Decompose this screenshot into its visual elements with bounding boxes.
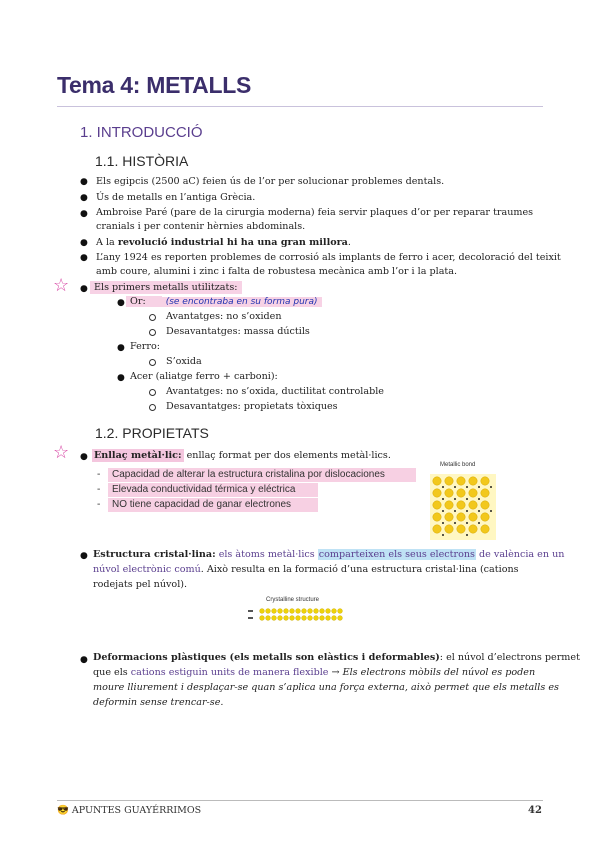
star-icon: ☆ bbox=[53, 442, 70, 463]
sp-note-1: Capacidad de alterar la estructura cristalina por dislocaciones bbox=[108, 468, 416, 482]
bullet-dot: ● bbox=[80, 452, 88, 462]
crystalline-illustration bbox=[246, 607, 350, 627]
acer-avantatges: Avantatges: no s’oxida, ductilitat controlable bbox=[166, 386, 384, 397]
dash-marker: - bbox=[97, 499, 101, 510]
footer-brand bbox=[57, 805, 201, 816]
star-icon: ☆ bbox=[53, 275, 70, 296]
bullet-dot: ● bbox=[80, 284, 88, 294]
historia-bullet-5-line2: amb coure, alumini i zinc i falta de robustesa mecànica amb l’or i la plata. bbox=[96, 266, 458, 277]
sp-note-2: Elevada conductividad térmica y eléctrica bbox=[108, 483, 318, 497]
dash-marker: - bbox=[97, 484, 101, 495]
bullet-dot: ● bbox=[117, 298, 125, 308]
bullet-circle bbox=[149, 314, 156, 321]
crystalline-figure-title: Crystalline structure bbox=[266, 597, 320, 603]
historia-bullet-6: Els primers metalls utilitzats: bbox=[90, 281, 244, 296]
page-title: Tema 4: METALLS bbox=[57, 72, 251, 98]
ferro-oxida: S’oxida bbox=[166, 356, 202, 367]
bullet-dot: ● bbox=[80, 193, 88, 203]
historia-bullet-3-line1: Ambroise Paré (pare de la cirurgia moderna) feia servir plaques d’or per reparar traumes bbox=[96, 207, 534, 218]
bullet-dot: ● bbox=[80, 238, 88, 248]
title-divider bbox=[57, 106, 543, 107]
handwritten-note: (se encontraba en su forma pura) bbox=[162, 297, 322, 307]
metal-acer: Acer (aliatge ferro + carboni): bbox=[130, 371, 278, 382]
subsection-heading-propietats: 1.2. PROPIETATS bbox=[95, 425, 209, 441]
metal-ferro: Ferro: bbox=[130, 341, 160, 352]
historia-bullet-5-line1: L’any 1924 es reporten problemes de corrosió als implants de ferro i acer, decoloració del teixit bbox=[96, 252, 561, 263]
bullet-dot: ● bbox=[117, 343, 125, 353]
page-number: 42 bbox=[528, 805, 542, 816]
bullet-dot: ● bbox=[117, 373, 125, 383]
deformacions-line2: que els cations estiguin units de manera flexible → Els electrons mòbils del núvol es poden bbox=[93, 667, 536, 678]
bullet-circle bbox=[149, 404, 156, 411]
metallic-bond-figure bbox=[428, 462, 498, 542]
estructura-cristallina-line3: rodejats pel núvol). bbox=[93, 579, 188, 590]
bullet-circle bbox=[149, 329, 156, 336]
dash-marker: - bbox=[97, 469, 101, 480]
deformacions-line4: deformin sense trencar-se. bbox=[93, 697, 224, 708]
historia-bullet-1: Els egipcis (2500 aC) feien ús de l’or per solucionar problemes dentals. bbox=[96, 176, 445, 187]
footer-divider bbox=[57, 800, 543, 801]
estructura-cristallina-line2: núvol electrònic comú. Això resulta en la formació d’una estructura cristal·lina (cations bbox=[93, 564, 519, 575]
estructura-cristallina-line1: Estructura cristal·lina: els àtoms metàl·lics comparteixen els seus electrons de valència en un bbox=[93, 549, 565, 560]
deformacions-line3: moure lliurement i desplaçar-se quan s’aplica una força externa, això permet que els metalls es bbox=[93, 682, 559, 693]
or-desavantatges: Desavantatges: massa dúctils bbox=[166, 326, 310, 337]
subsection-heading-historia: 1.1. HISTÒRIA bbox=[95, 153, 189, 169]
historia-bullet-2: Ús de metalls en l’antiga Grècia. bbox=[96, 192, 256, 203]
footer-brand-text: APUNTES GUAYÉRRIMOS bbox=[71, 805, 202, 816]
enllac-metallic: Enllaç metàl·lic: enllaç format per dos elements metàl·lics. bbox=[94, 450, 391, 461]
bullet-circle bbox=[149, 389, 156, 396]
bullet-dot: ● bbox=[80, 655, 88, 665]
section-heading-introduccio: 1. INTRODUCCIÓ bbox=[80, 124, 203, 141]
or-avantatges: Avantatges: no s’oxiden bbox=[166, 311, 282, 322]
metallic-bond-figure-title: Metallic bond bbox=[440, 462, 476, 468]
metallic-bond-illustration bbox=[428, 472, 498, 544]
bullet-circle bbox=[149, 359, 156, 366]
deformacions-line1: Deformacions plàstiques (els metalls son elàstics i deformables): el núvol d’electrons permet bbox=[93, 652, 580, 663]
bullet-dot: ● bbox=[80, 177, 88, 187]
acer-desavantatges: Desavantatges: propietats tòxiques bbox=[166, 401, 338, 412]
metal-or: Or: (se encontraba en su forma pura) bbox=[126, 295, 322, 310]
bullet-dot: ● bbox=[80, 551, 88, 561]
sp-note-3: NO tiene capacidad de ganar electrones bbox=[108, 498, 318, 512]
historia-bullet-3-line2: cranials i per contenir hèrnies abdominals. bbox=[96, 221, 306, 232]
bullet-dot: ● bbox=[80, 253, 88, 263]
crystalline-structure-figure bbox=[246, 597, 350, 627]
historia-bullet-4: A la revolució industrial hi ha una gran millora. bbox=[96, 237, 351, 248]
bullet-dot: ● bbox=[80, 209, 88, 219]
sunglasses-icon: 😎 bbox=[57, 805, 69, 816]
